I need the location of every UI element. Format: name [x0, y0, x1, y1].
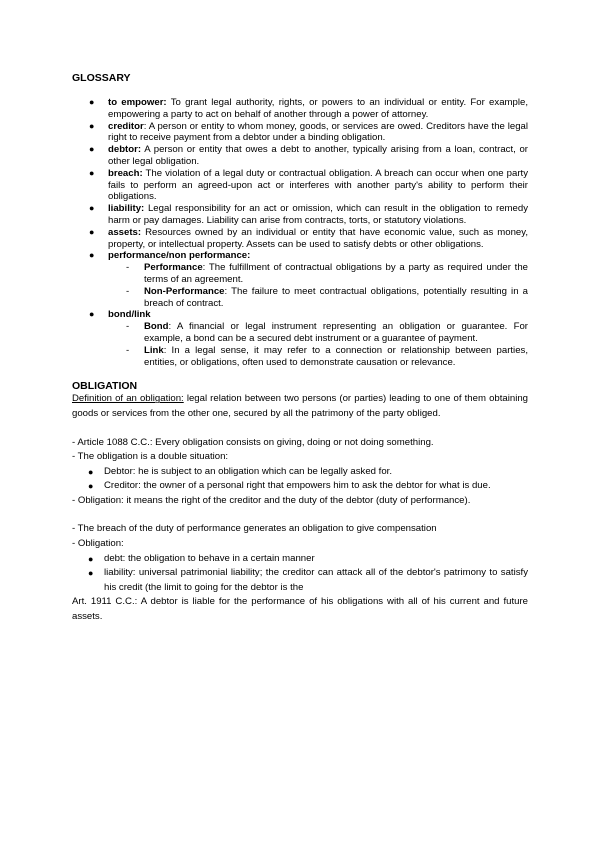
bullet-icon: ● [89, 144, 95, 155]
glossary-item-breach: ● breach: The violation of a legal duty or contractual obligation. A breach can occur when one party fails to perform an agreed-upon act or interferes with another party's ability to perform their obligations. [89, 167, 528, 203]
bullet-icon: ● [89, 226, 95, 237]
sub-item-non-performance: - Non-Performance: The failure to meet contractual obligations, potentially resulting in a breach of contract. [126, 285, 528, 309]
bullet-icon: ● [89, 309, 95, 320]
obligation-definition: Definition of an obligation: legal relation between two persons (or parties) leading to one of them obtaining goods or services from the other one, secured by all the patrimony of the party obliged. [72, 393, 529, 419]
bullet-icon: ● [89, 167, 95, 178]
glossary-item-bond-link: ● bond/link - Bond: A financial or legal instrument representing an obligation or guarantee. For example, a bond can be a secured debt instrument or a guarantee of payment. - Link: In a legal sense, it may refer to a connection or relationship between parties, entities, or obligations, often used to demonstrate causation or relevance. [89, 309, 528, 368]
bullet-icon: ● [88, 481, 94, 492]
document-page [72, 72, 528, 625]
bond-link-sublist [108, 321, 528, 368]
components-list [72, 552, 528, 596]
double-situation: - The obligation is a double situation: [72, 451, 229, 463]
dash-marker: - [126, 262, 130, 274]
obligation-label: - Obligation: [72, 538, 124, 550]
situation-creditor: ● Creditor: the owner of a personal right that empowers him to ask the debtor for what is due. [72, 479, 528, 494]
sub-item-link: - Link: In a legal sense, it may refer to a connection or relationship between parties, entities, or obligations, often used to demonstrate causation or relevance. [126, 344, 528, 368]
article-1088: - Article 1088 C.C.: Every obligation consists on giving, doing or not doing something. [72, 436, 434, 448]
glossary-item-assets: ● assets: Resources owned by an individual or entity that have economic value, such as money, property, or intellectual property. Assets can be used to satisfy debts or other obligations. [89, 226, 528, 250]
glossary-item-creditor: ● creditor: A person or entity to whom money, goods, or services are owed. Creditors have the legal right to receive payment from a debtor under a binding obligation. [89, 120, 528, 144]
glossary-item-liability: ● liability: Legal responsibility for an act or omission, which can result in the obligation to remedy harm or pay damages. Liability can arise from contracts, torts, or statutory violations. [89, 203, 528, 226]
bullet-icon: ● [88, 553, 94, 564]
dash-marker: - [126, 285, 130, 297]
glossary-item-performance: ● performance/non performance: - Performance: The fulfillment of contractual obligations by a party as required under the terms of an agreement. - Non-Performance: The failure to meet contractual obligations, potentially resulting in a breach of contract. [89, 250, 528, 309]
component-debt: ● debt: the obligation to behave in a certain manner [72, 552, 528, 567]
glossary-item-to-empower: ● to empower: To grant legal authority, rights, or powers to an individual or entity. For example, empowering a party to act on behalf of another through a power of attorney. [89, 97, 528, 120]
obligation-heading: OBLIGATION [72, 380, 138, 393]
bullet-icon: ● [89, 203, 95, 214]
bullet-icon: ● [89, 97, 95, 107]
situations-list [72, 465, 528, 494]
bullet-icon: ● [89, 120, 95, 131]
breach-line: - The breach of the duty of performance generates an obligation to give compensation [72, 523, 437, 535]
performance-sublist [108, 262, 528, 309]
article-1911: Art. 1911 C.C.: A debtor is liable for the performance of his obligations with all of his current and future assets. [72, 596, 528, 623]
glossary-list [72, 97, 528, 368]
dash-marker: - [126, 344, 130, 356]
sub-item-bond: - Bond: A financial or legal instrument representing an obligation or guarantee. For example, a bond can be a secured debt instrument or a guarantee of payment. [126, 321, 528, 344]
dash-marker: - [126, 321, 130, 333]
glossary-heading: GLOSSARY [72, 72, 131, 84]
sub-item-performance: - Performance: The fulfillment of contractual obligations by a party as required under the terms of an agreement. [126, 262, 528, 285]
obligation-meaning: - Obligation: it means the right of the creditor and the duty of the debtor (duty of performance). [72, 494, 471, 506]
component-liability: ● liability: universal patrimonial liability; the creditor can attack all of the debtor's patrimony to satisfy his credit (the limit to going for the debtor is the [88, 567, 528, 593]
bullet-icon: ● [89, 250, 95, 261]
bullet-icon: ● [88, 466, 94, 477]
situation-debtor: ● Debtor: he is subject to an obligation which can be legally asked for. [72, 465, 528, 480]
bullet-icon: ● [88, 568, 94, 579]
glossary-item-debtor: ● debtor: A person or entity that owes a debt to another, typically arising from a loan, contract, or other legal obligation. [89, 144, 528, 167]
